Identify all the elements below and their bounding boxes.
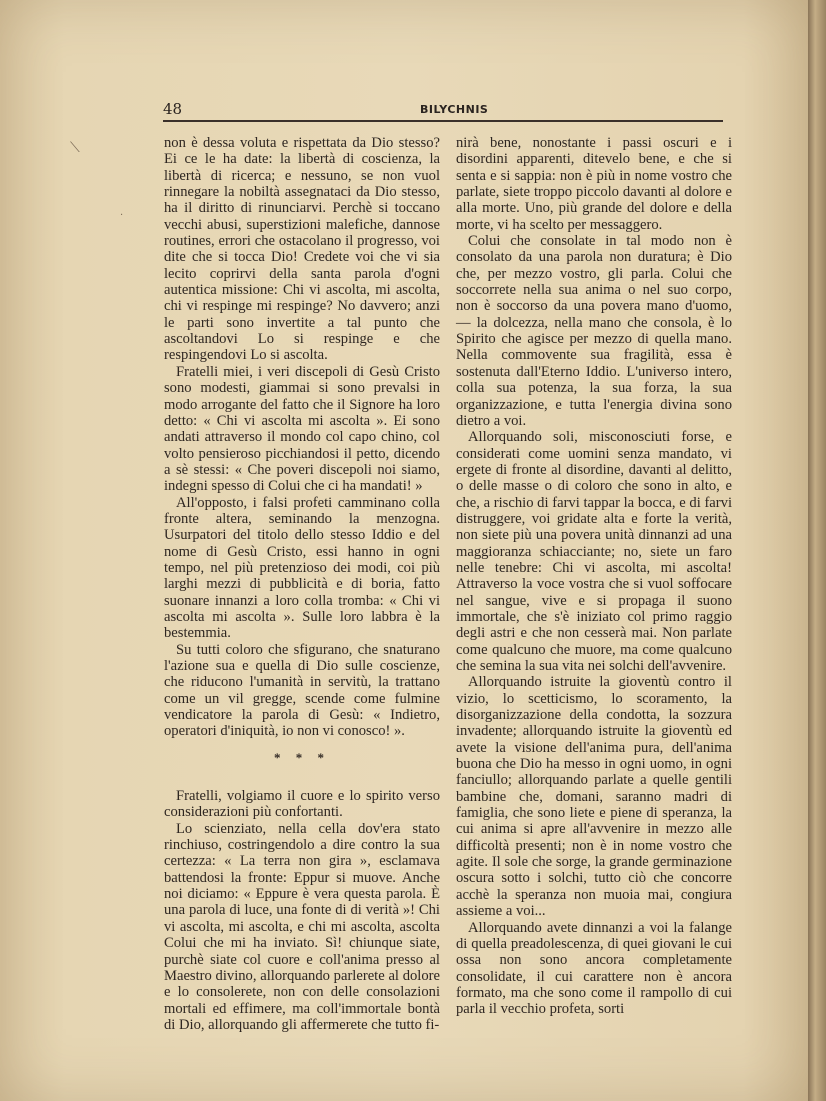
paragraph: Lo scienziato, nella cella dov'era stato rinchiuso, costringendolo a dire contro la sua certezza: « La terra non gira », esclamava battendosi la fronte: Eppur si muove. Anche noi diciamo: « Eppure è vera questa parola. È una parola di luce, una fonte di di verità »! Chi vi ascolta, mi ascolta, e chi mi ascolta, ascolta Colui che mi ha inviato. Sì! chiunque siate, purchè siate col cuore e coll'anima presso al Maestro divino, allorquando parlerete al dolore e lo consolerete, non con delle consolazioni mortali ed effimere, ma coll'immortale bontà di Dio, allorquando gli affermerete che tutto fi- xyxy=(164,820,440,1033)
paragraph: nirà bene, nonostante i passi oscuri e i disordini apparenti, ditevelo bene, e che si senta e si sappia: non è più in nome vostro che parlate, siete troppo piccolo davanti al dolore e alla morte. Uno, più grande del dolore e della morte, vi ha scelto per messaggero. xyxy=(456,135,732,233)
paragraph: All'opposto, i falsi profeti camminano colla fronte altera, seminando la menzogna. Usurpatori del titolo dello stesso Iddio e del nome di Gesù Cristo, essi hanno in ogni tempo, nel più pretenzioso dei modi, coi più larghi mezzi di pubblicità e di boria, fatto suonare innanzi a loro colla tromba: « Chi vi ascolta mi ascolta ». Sulle loro labbra è la bestemmia. xyxy=(164,494,440,642)
page-number: 48 xyxy=(163,100,183,118)
paragraph: Colui che consolate in tal modo non è consolato da una parola non duratura; è Dio che, per mezzo vostro, gli parla. Colui che soccorrete nella sua anima o nel suo corpo, non è soccorso da una povera mano d'uomo, — la dolcezza, nella mano che consola, è lo Spirito che agisce per mezzo di quella mano. Nella commovente sua fragilità, essa è sostenuta dall'Eterno Iddio. L'universo intero, colla sua potenza, la sua forza, la sua organizzazione, e tutta l'energia divina sono dietro a voi. xyxy=(456,233,732,429)
right-column xyxy=(456,135,732,1018)
left-column xyxy=(164,135,440,1033)
margin-stain: ⟍ xyxy=(70,140,80,156)
paragraph: Fratelli miei, i veri discepoli di Gesù Cristo sono modesti, giammai si sono prevalsi in modo arrogante del fatto che il Signore ha loro detto: « Chi vi ascolta mi ascolta ». Ei sono andati attraverso il mondo col capo chino, col volto pensieroso picchiandosi il petto, dicendo a sè stessi: « Che poveri discepoli noi siamo, indegni spesso di Colui che ci ha mandati! » xyxy=(164,363,440,495)
paragraph: Allorquando avete dinnanzi a voi la falange di quella preadolescenza, di quei giovani le cui ossa non sono ancora completamente consolidate, il cui carattere non è ancora formato, ma che sono come il rampollo di cui parla il vecchio profeta, sorti xyxy=(456,919,732,1018)
margin-stain: · xyxy=(120,210,124,221)
paragraph: Allorquando soli, misconosciuti forse, e considerati come uomini senza mandato, vi ergete di fronte al disordine, davanti al delitto, o delle masse o di coloro che sono in alto, e che, a rischio di farvi tappar la bocca, e di farvi distruggere, voi gridate alta e forte la verità, non siete più una povera unità dinnanzi ad una maggioranza schiacciante; no, siete un faro nelle tenebre: Chi vi ascolta, mi ascolta! Attraverso la voce vostra che si vuol soffocare nel sangue, vive e si propaga il suono immortale, che s'è iniziato col primo raggio degli astri e che non cesserà mai. Non parlate come qualcuno che muore, ma come qualcuno che semina la sua vita nei solchi dell'avvenire. xyxy=(456,429,732,674)
header-rule xyxy=(163,120,723,122)
paragraph: Su tutti coloro che sfigurano, che snaturano l'azione sua e quella di Dio sulle coscienze, che riducono l'umanità in servitù, la trattano come un vil gregge, scende come fulmine vendicatore la parola di Gesù: « Indietro, operatori d'iniquità, io non vi conosco! ». xyxy=(164,641,440,740)
paragraph: Fratelli, volgiamo il cuore e lo spirito verso considerazioni più confortanti. xyxy=(164,788,440,821)
page-edge xyxy=(808,0,826,1101)
paragraph: non è dessa voluta e rispettata da Dio stesso? Ei ce le ha date: la libertà di coscienza, la libertà di ricerca; e nessuno, se non vuol rinnegare la nobiltà assegnataci da Dio stesso, ha il diritto di rinunciarvi. Perchè si toccano vecchi abusi, superstizioni malefiche, dannose routines, errori che ostacolano il progresso, voi dite che si tocca Dio! Credete voi che vi sia lecito coprirvi della santa parola d'ogni autentica missione: Chi vi ascolta, mi ascolta, chi vi respinge mi respinge? No davvero; anzi le parti sono invertite a tal punto che ascoltandovi Lo si respinge e che respingendovi Lo si ascolta. xyxy=(164,135,440,364)
section-separator: * * * xyxy=(274,749,330,765)
paragraph: Allorquando istruite la gioventù contro il vizio, lo scetticismo, lo scoramento, la disorganizzazione della condotta, la sozzura invadente; allorquando istruite la gioventù ed avete la visione dell'anima pura, dell'anima buona che Dio ha messo in ogni uomo, in ogni fanciullo; allorquando parlate a quelle gentili bambine che, domani, saranno madri di famiglia, che sono liete e piene di speranza, la cui anima si apre all'avvenire in mezzo alle difficoltà presenti; non è in nome vostro che agite. Il sole che sorge, la grande germinazione oscura sotto i solchi, tutto ciò che concorre acchè la speranza non muoia mai, congiura assieme a voi... xyxy=(456,674,732,920)
running-title: BILYCHNIS xyxy=(420,103,489,116)
